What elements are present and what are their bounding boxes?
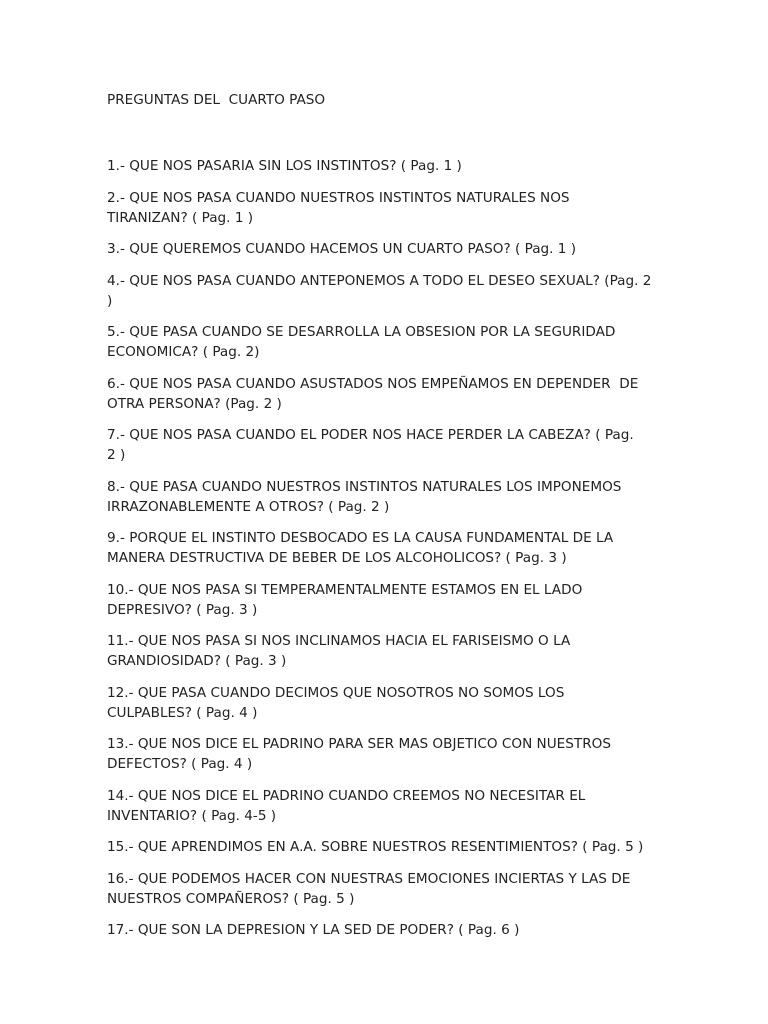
question-item-3: 3.- QUE QUEREMOS CUANDO HACEMOS UN CUARTO PASO? ( Pag. 1 ) xyxy=(107,241,577,257)
question-item-14: 14.- QUE NOS DICE EL PADRINO CUANDO CREEMOS NO NECESITAR EL INVENTARIO? ( Pag. 4-5 ) xyxy=(107,787,586,824)
question-item-7: 7.- QUE NOS PASA CUANDO EL PODER NOS HACE PERDER LA CABEZA? ( Pag. 2 ) xyxy=(107,427,634,463)
question-list xyxy=(107,156,663,940)
question-item-4: 4.- QUE NOS PASA CUANDO ANTEPONEMOS A TODO EL DESEO SEXUAL? (Pag. 2 ) xyxy=(107,272,652,309)
question-item-11: 11.- QUE NOS PASA SI NOS INCLINAMOS HACIA EL FARISEISMO O LA GRANDIOSIDAD? ( Pag. 3 ) xyxy=(107,633,571,669)
document-page xyxy=(107,91,663,952)
question-item-15: 15.- QUE APRENDIMOS EN A.A. SOBRE NUESTROS RESENTIMIENTOS? ( Pag. 5 ) xyxy=(107,839,644,855)
question-item-13: 13.- QUE NOS DICE EL PADRINO PARA SER MAS OBJETICO CON NUESTROS DEFECTOS? ( Pag. 4 ) xyxy=(107,736,611,772)
question-item-5: 5.- QUE PASA CUANDO SE DESARROLLA LA OBSESION POR LA SEGURIDAD ECONOMICA? ( Pag. 2) xyxy=(107,324,616,360)
question-item-1: 1.- QUE NOS PASARIA SIN LOS INSTINTOS? ( Pag. 1 ) xyxy=(107,158,462,174)
question-item-17: 17.- QUE SON LA DEPRESION Y LA SED DE PODER? ( Pag. 6 ) xyxy=(107,922,520,938)
question-item-2: 2.- QUE NOS PASA CUANDO NUESTROS INSTINTOS NATURALES NOS TIRANIZAN? ( Pag. 1 ) xyxy=(107,189,570,226)
question-item-10: 10.- QUE NOS PASA SI TEMPERAMENTALMENTE ESTAMOS EN EL LADO DEPRESIVO? ( Pag. 3 ) xyxy=(107,581,583,618)
question-item-12: 12.- QUE PASA CUANDO DECIMOS QUE NOSOTROS NO SOMOS LOS CULPABLES? ( Pag. 4 ) xyxy=(107,684,565,721)
question-item-8: 8.- QUE PASA CUANDO NUESTROS INSTINTOS NATURALES LOS IMPONEMOS IRRAZONABLEMENTE A OTROS? ( Pag. 2 ) xyxy=(107,478,622,515)
document-title: PREGUNTAS DEL CUARTO PASO xyxy=(107,92,326,108)
question-item-16: 16.- QUE PODEMOS HACER CON NUESTRAS EMOCIONES INCIERTAS Y LAS DE NUESTROS COMPAÑEROS? ( Pag. 5 ) xyxy=(107,870,631,907)
question-item-6: 6.- QUE NOS PASA CUANDO ASUSTADOS NOS EMPEÑAMOS EN DEPENDER DE OTRA PERSONA? (Pag. 2 ) xyxy=(107,375,639,412)
question-item-9: 9.- PORQUE EL INSTINTO DESBOCADO ES LA CAUSA FUNDAMENTAL DE LA MANERA DESTRUCTIVA DE BEBER DE LOS ALCOHOLICOS? ( Pag. 3 ) xyxy=(107,530,614,566)
